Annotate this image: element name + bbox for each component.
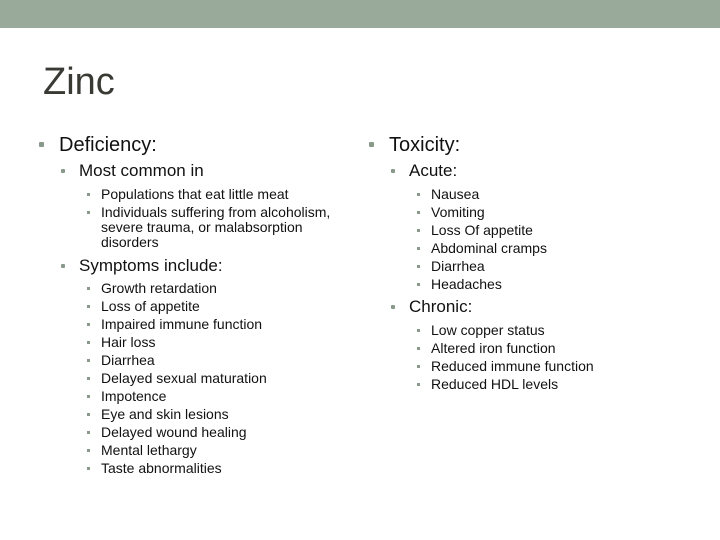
bullet-icon — [417, 329, 420, 332]
chronic-heading-row — [363, 297, 703, 317]
bullet-icon — [87, 359, 90, 362]
acute-heading: Acute: — [409, 161, 458, 180]
list-item: Impaired immune function — [33, 317, 363, 332]
acute-list — [363, 187, 703, 292]
list-item: Loss Of appetite — [363, 223, 703, 238]
list-item: Eye and skin lesions — [33, 407, 363, 422]
bullet-icon — [87, 431, 90, 434]
bullet-icon — [87, 323, 90, 326]
list-item: Impotence — [33, 389, 363, 404]
deficiency-heading: Deficiency: — [59, 134, 157, 156]
bullet-icon — [61, 264, 65, 268]
symptoms-list — [33, 281, 363, 476]
symptoms-heading: Symptoms include: — [79, 256, 223, 275]
list-item: Diarrhea — [33, 353, 363, 368]
bullet-icon — [417, 247, 420, 250]
bullet-icon — [87, 305, 90, 308]
bullet-icon — [417, 229, 420, 232]
bullet-icon — [417, 211, 420, 214]
deficiency-column — [33, 133, 363, 479]
most-common-heading: Most common in — [79, 161, 204, 180]
list-item: Populations that eat little meat — [33, 187, 363, 202]
symptoms-heading-row — [33, 256, 363, 276]
bullet-icon — [87, 413, 90, 416]
list-item: Individuals suffering from alcoholism, severe trauma, or malabsorption disorders — [33, 205, 363, 250]
bullet-icon — [417, 193, 420, 196]
list-item: Delayed wound healing — [33, 425, 363, 440]
bullet-icon — [391, 169, 395, 173]
acute-heading-row — [363, 161, 703, 181]
list-item: Headaches — [363, 277, 703, 292]
list-item: Nausea — [363, 187, 703, 202]
list-item: Taste abnormalities — [33, 461, 363, 476]
bullet-icon — [417, 365, 420, 368]
bullet-icon — [87, 341, 90, 344]
list-item: Hair loss — [33, 335, 363, 350]
most-common-heading-row — [33, 161, 363, 181]
list-item: Reduced immune function — [363, 359, 703, 374]
chronic-heading: Chronic: — [409, 297, 473, 316]
toxicity-column — [363, 133, 703, 395]
list-item: Mental lethargy — [33, 443, 363, 458]
bullet-icon — [87, 449, 90, 452]
list-item: Low copper status — [363, 323, 703, 338]
bullet-icon — [61, 169, 65, 173]
list-item: Altered iron function — [363, 341, 703, 356]
bullet-icon — [87, 377, 90, 380]
bullet-icon — [87, 467, 90, 470]
bullet-icon — [369, 142, 374, 147]
deficiency-heading-row — [33, 133, 363, 157]
list-item: Diarrhea — [363, 259, 703, 274]
list-item: Reduced HDL levels — [363, 377, 703, 392]
list-item: Growth retardation — [33, 281, 363, 296]
list-item: Loss of appetite — [33, 299, 363, 314]
bullet-icon — [39, 142, 44, 147]
bullet-icon — [391, 305, 395, 309]
slide-top-bar — [0, 0, 720, 28]
chronic-list — [363, 323, 703, 392]
list-item: Delayed sexual maturation — [33, 371, 363, 386]
bullet-icon — [87, 287, 90, 290]
bullet-icon — [87, 211, 90, 214]
slide-title: Zinc — [43, 61, 115, 103]
bullet-icon — [417, 283, 420, 286]
bullet-icon — [87, 193, 90, 196]
list-item: Abdominal cramps — [363, 241, 703, 256]
list-item: Vomiting — [363, 205, 703, 220]
toxicity-heading: Toxicity: — [389, 134, 461, 156]
bullet-icon — [87, 395, 90, 398]
bullet-icon — [417, 383, 420, 386]
toxicity-heading-row — [363, 133, 703, 157]
bullet-icon — [417, 347, 420, 350]
bullet-icon — [417, 265, 420, 268]
most-common-list — [33, 187, 363, 250]
